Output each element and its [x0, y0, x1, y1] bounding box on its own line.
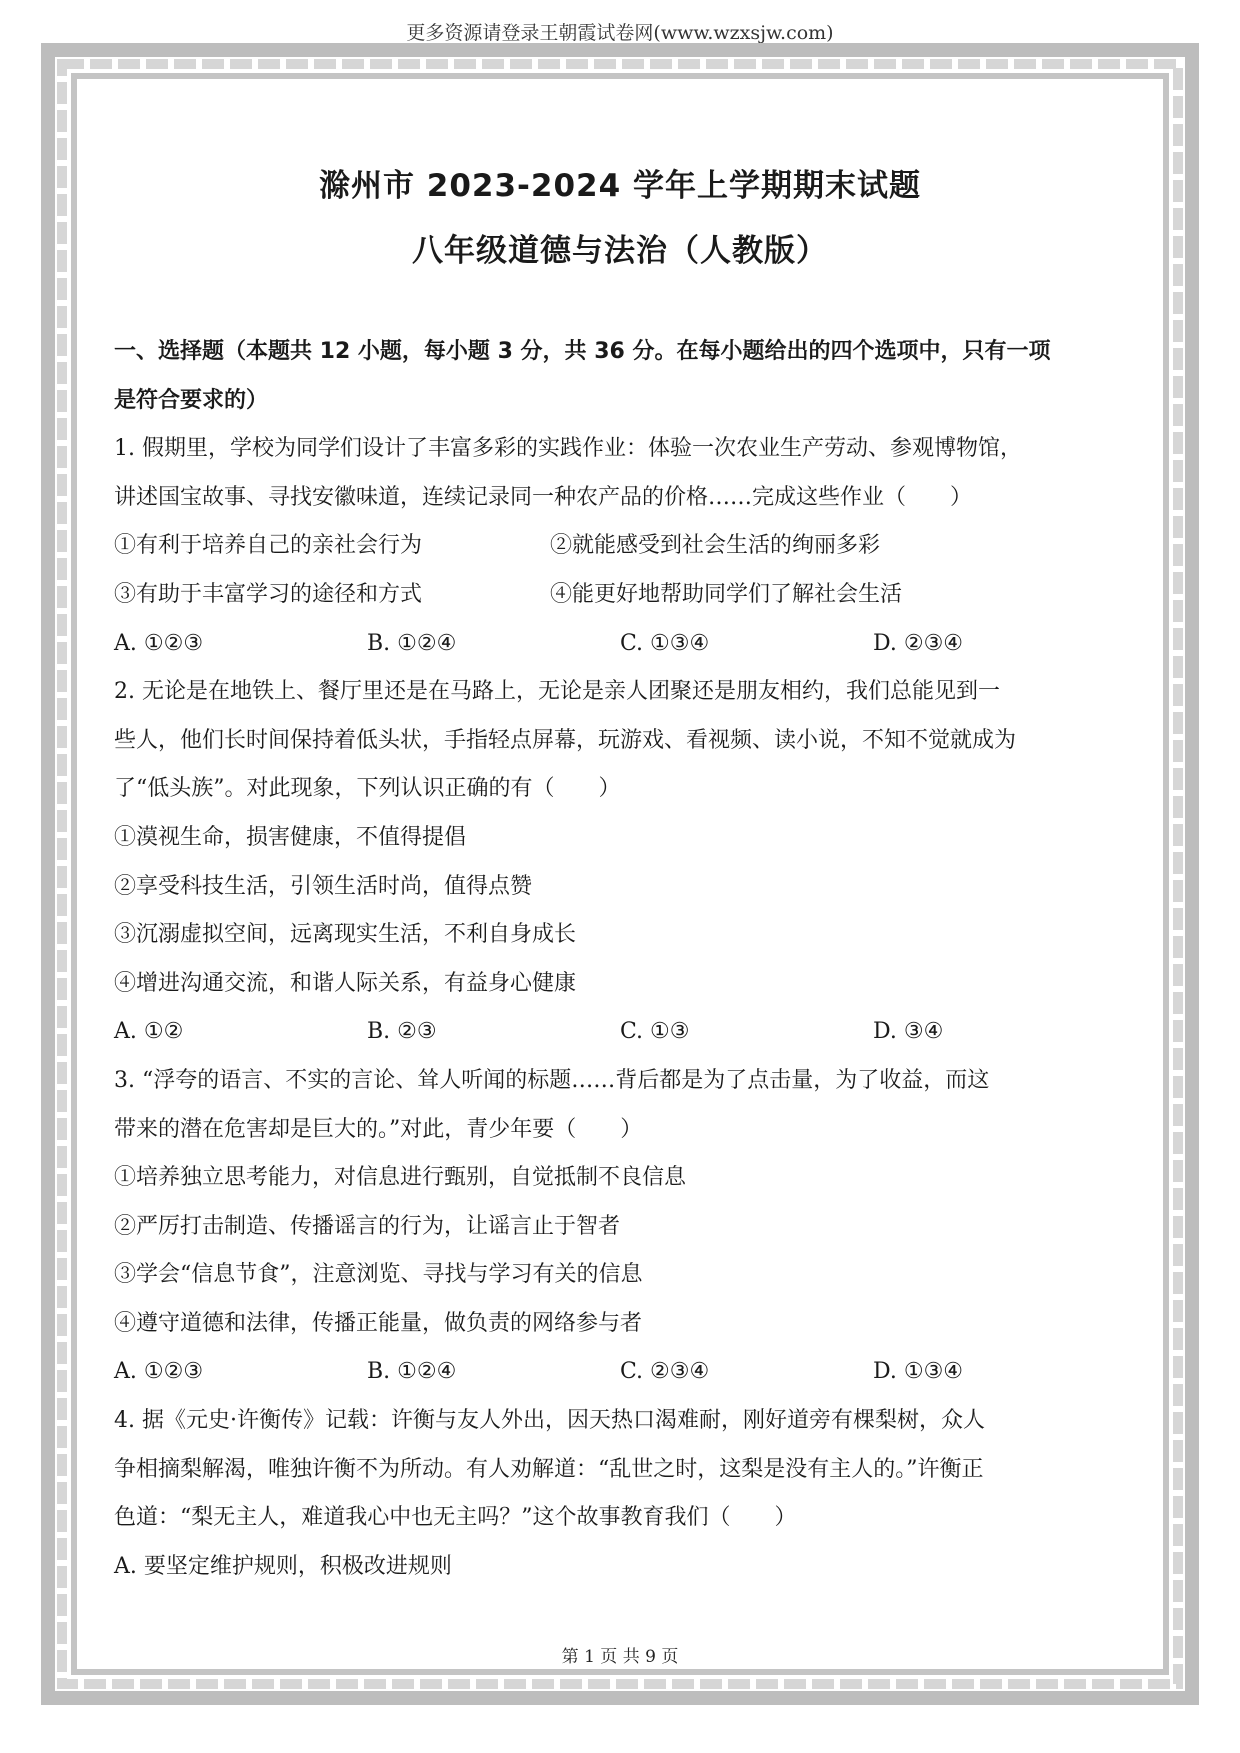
q3-option-c: C. ②③④ — [620, 1359, 710, 1385]
q3-option-d: D. ①③④ — [873, 1359, 964, 1385]
exam-sheet — [84, 88, 1156, 1668]
q1-option-a: A. ①②③ — [114, 630, 204, 656]
q3-stem-cont: 带来的潜在危害却是巨大的。”对此，青少年要（ ） — [114, 1116, 643, 1142]
q2-option-a: A. ①② — [114, 1019, 184, 1045]
q2-statement-4: ④增进沟通交流，和谐人际关系，有益身心健康 — [114, 970, 577, 996]
q3-option-a: A. ①②③ — [114, 1359, 204, 1385]
q2-statement-2: ②享受科技生活，引领生活时尚，值得点赞 — [114, 873, 533, 899]
q1-statement-3: ③有助于丰富学习的途径和方式 — [114, 581, 423, 607]
q3-statement-3: ③学会“信息节食”，注意浏览、寻找与学习有关的信息 — [114, 1262, 643, 1288]
q4-stem-cont: 争相摘梨解渴，唯独许衡不为所动。有人劝解道：“乱世之时，这梨是没有主人的。”许衡正 — [114, 1456, 984, 1482]
q2-option-b: B. ②③ — [367, 1019, 437, 1045]
q2-stem-cont2: 了“低头族”。对此现象，下列认识正确的有（ ） — [114, 776, 621, 802]
exam-subtitle: 八年级道德与法治（人教版） — [412, 233, 828, 269]
q4-stem-cont2: 色道：“梨无主人，难道我心中也无主吗？”这个故事教育我们（ ） — [114, 1505, 797, 1531]
q1-option-c: C. ①③④ — [620, 630, 710, 656]
section-heading: 一、选择题（本题共 12 小题，每小题 3 分，共 36 分。在每小题给出的四个选项中，只有一项 — [114, 339, 1051, 364]
q2-option-d: D. ③④ — [873, 1019, 944, 1045]
q1-stem-cont: 讲述国宝故事、寻找安徽味道，连续记录同一种农产品的价格……完成这些作业（ ） — [114, 484, 973, 510]
q1-option-d: D. ②③④ — [873, 630, 964, 656]
q2-options — [114, 1008, 1126, 1057]
q3-statement-1: ①培养独立思考能力，对信息进行甄别，自觉抵制不良信息 — [114, 1165, 687, 1191]
q1-statement-1: ①有利于培养自己的亲社会行为 — [114, 533, 423, 559]
q1-statements-row2 — [114, 571, 1126, 620]
q3-stem: 3. “浮夸的语言、不实的言论、耸人听闻的标题……背后都是为了点击量，为了收益，而这 — [114, 1067, 990, 1093]
q1-option-b: B. ①②④ — [367, 630, 457, 656]
q2-stem: 2. 无论是在地铁上、餐厅里还是在马路上，无论是亲人团聚还是朋友相约，我们总能见到一 — [114, 679, 1000, 705]
page-number: 第 1 页 共 9 页 — [561, 1647, 679, 1667]
q4-stem: 4. 据《元史·许衡传》记载：许衡与友人外出，因天热口渴难耐，刚好道旁有棵梨树，众人 — [114, 1408, 985, 1434]
exam-body — [114, 328, 1126, 1591]
section-heading-cont: 是符合要求的） — [114, 387, 269, 413]
q3-statement-2: ②严厉打击制造、传播谣言的行为，让谣言止于智者 — [114, 1213, 621, 1239]
q1-statement-2: ②就能感受到社会生活的绚丽多彩 — [550, 533, 881, 559]
q4-option-a: A. 要坚定维护规则，积极改进规则 — [114, 1553, 452, 1579]
q1-statements-row1 — [114, 522, 1126, 571]
q3-options — [114, 1348, 1126, 1397]
top-banner: 更多资源请登录王朝霞试卷网(www.wzxsjw.com) — [406, 22, 834, 44]
q2-statement-3: ③沉溺虚拟空间，远离现实生活，不利自身成长 — [114, 922, 577, 948]
q1-stem: 1. 假期里，学校为同学们设计了丰富多彩的实践作业：体验一次农业生产劳动、参观博物馆， — [114, 436, 1022, 462]
q2-statement-1: ①漠视生命，损害健康，不值得提倡 — [114, 824, 467, 850]
q1-options — [114, 620, 1126, 669]
q2-stem-cont: 些人，他们长时间保持着低头状，手指轻点屏幕，玩游戏、看视频、读小说，不知不觉就成为 — [114, 727, 1017, 753]
q3-option-b: B. ①②④ — [367, 1359, 457, 1385]
q1-statement-4: ④能更好地帮助同学们了解社会生活 — [550, 581, 903, 607]
exam-title: 滁州市 2023-2024 学年上学期期末试题 — [318, 168, 921, 204]
q3-statement-4: ④遵守道德和法律，传播正能量，做负责的网络参与者 — [114, 1310, 643, 1336]
q2-option-c: C. ①③ — [620, 1019, 690, 1045]
